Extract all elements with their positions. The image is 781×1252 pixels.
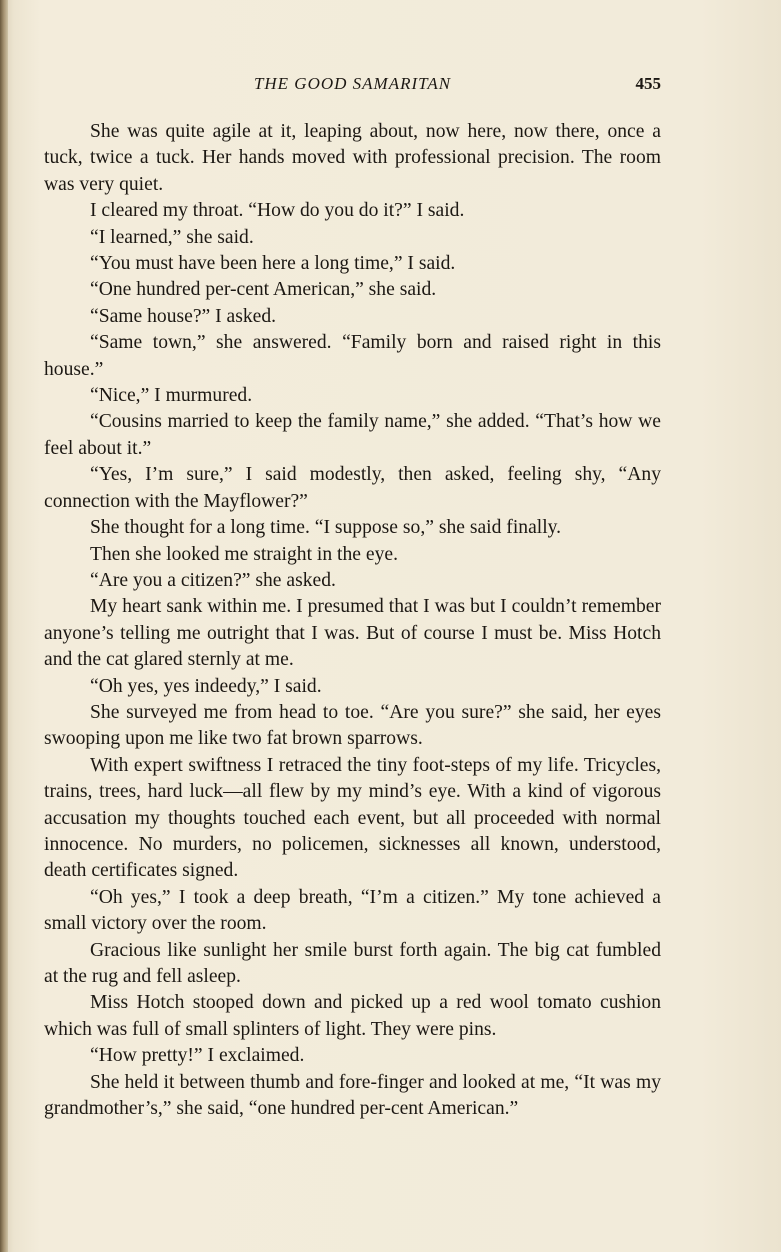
paragraph: “How pretty!” I exclaimed. (90, 1045, 305, 1067)
running-head (44, 72, 661, 100)
paragraph: “Oh yes, yes indeedy,” I said. (90, 675, 322, 697)
paragraph: Miss Hotch stooped down and picked up a red wool tomato cushion which was full of small splinters of light. They were pins. (44, 992, 661, 1040)
paragraph: I cleared my throat. “How do you do it?” I said. (90, 200, 465, 222)
paragraph: “Are you a citizen?” she asked. (90, 569, 336, 591)
paragraph: My heart sank within me. I presumed that I was but I couldn’t remember anyone’s telling me outright that I was. But of course I must be. Miss Hotch and the cat glared sternly at me. (44, 596, 661, 671)
paragraph: “Nice,” I murmured. (90, 385, 253, 407)
paragraph: She held it between thumb and fore-finger and looked at me, “It was my grandmother’s,” she said, “one hundred per-cent American.” (44, 1071, 661, 1120)
paragraph: “Cousins married to keep the family name,” she added. “That’s how we feel about it.” (44, 411, 661, 459)
paragraph: “Yes, I’m sure,” I said modestly, then asked, feeling shy, “Any connection with the Mayflower?” (44, 464, 661, 512)
paragraph: “One hundred per-cent American,” she said. (90, 279, 437, 301)
paragraph: She surveyed me from head to toe. “Are you sure?” she said, her eyes swooping upon me like two fat brown sparrows. (44, 701, 661, 750)
body-text (44, 119, 661, 1122)
running-head-title: THE GOOD SAMARITAN (253, 74, 452, 93)
paragraph: “Oh yes,” I took a deep breath, “I’m a citizen.” My tone achieved a small victory over the room. (44, 886, 661, 935)
paragraph: “You must have been here a long time,” I said. (90, 253, 456, 275)
paragraph: “Same town,” she answered. “Family born and raised right in this house.” (44, 332, 661, 380)
paragraph: She was quite agile at it, leaping about, now here, now there, once a tuck, twice a tuck. Her hands moved with professional precision. The room was very quiet. (44, 121, 661, 195)
page-number: 455 (635, 74, 661, 93)
paragraph: Gracious like sunlight her smile burst forth again. The big cat fumbled at the rug and fell asleep. (44, 939, 661, 987)
paragraph: “Same house?” I asked. (90, 305, 277, 327)
book-spine-edge (0, 0, 8, 1252)
paragraph: “I learned,” she said. (90, 226, 254, 248)
paragraph: With expert swiftness I retraced the tiny foot-steps of my life. Tricycles, trains, trees, hard luck—all flew by my mind’s eye. With a kind of vigorous accusation my thoughts touched each event, but all proceeded with normal innocence. No murders, no policemen, sicknesses all known, understood, death certificates signed. (44, 754, 661, 882)
paragraph: She thought for a long time. “I suppose so,” she said finally. (90, 517, 562, 539)
paragraph: Then she looked me straight in the eye. (90, 543, 398, 565)
